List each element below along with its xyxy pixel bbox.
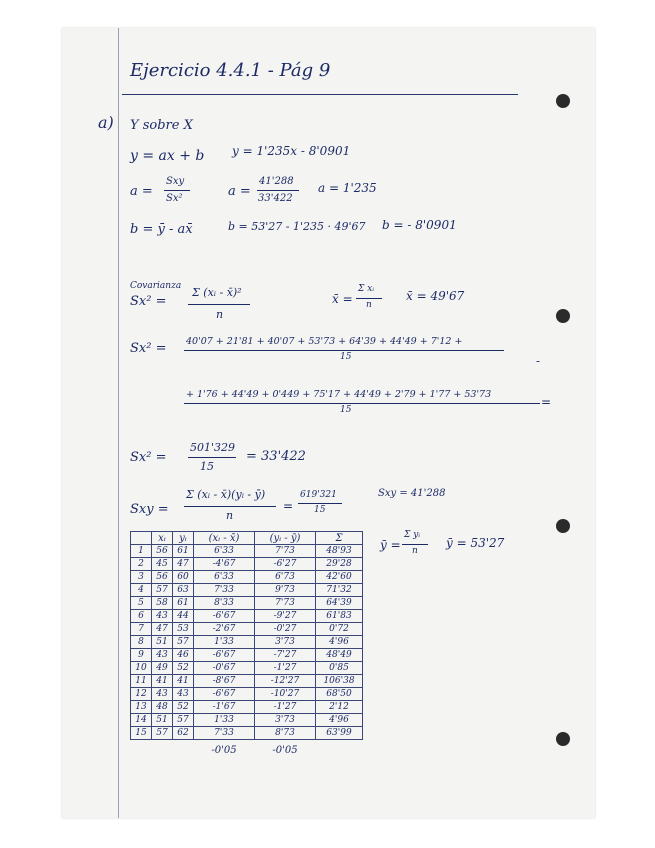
a-calc-lhs: a = — [228, 184, 251, 199]
table-total-cell — [152, 740, 173, 757]
table-cell: 57 — [152, 727, 173, 740]
binder-hole — [556, 309, 570, 323]
sx2-final-lhs: Sx² = — [130, 450, 167, 465]
table-cell: 5 — [131, 597, 152, 610]
table-cell: -0'67 — [194, 662, 255, 675]
table-cell: 15 — [131, 727, 152, 740]
table-row — [131, 727, 363, 740]
table-cell: 7 — [131, 623, 152, 636]
table-row — [131, 545, 363, 558]
sx2-sum-line2-equals: = — [541, 395, 552, 409]
table-cell: 42'60 — [316, 571, 363, 584]
table-cell: 56 — [152, 545, 173, 558]
data-table — [130, 531, 363, 756]
table-cell: 106'38 — [316, 675, 363, 688]
table-cell: 6'33 — [194, 571, 255, 584]
table-total-cell: -0'05 — [272, 744, 298, 756]
table-cell: 61'83 — [316, 610, 363, 623]
continuation-dash: - — [536, 354, 541, 368]
table-cell: -0'27 — [255, 623, 316, 636]
fraction-bar — [257, 190, 299, 191]
table-total-cell — [316, 740, 363, 757]
table-total-cell — [173, 740, 194, 757]
part-label: a) — [98, 113, 114, 132]
table-total-cell — [131, 740, 152, 757]
b-formula: b = ȳ - ax̄ — [130, 222, 193, 237]
table-cell: 12 — [131, 688, 152, 701]
table-cell: -6'27 — [255, 558, 316, 571]
ybar-result: ȳ = 53'27 — [446, 536, 505, 550]
table-cell: 1'33 — [194, 636, 255, 649]
table-cell: 1 — [131, 545, 152, 558]
table-row — [131, 714, 363, 727]
table-cell: 51 — [152, 714, 173, 727]
table-totals-row — [131, 740, 363, 757]
sx2-sum-line2-denominator: 15 — [340, 405, 352, 415]
sx2-sum-line2: + 1'76 + 44'49 + 0'449 + 75'17 + 44'49 + 2'79 + 1'77 + 53'73 — [186, 389, 492, 400]
table-header-row — [131, 532, 363, 545]
table-cell: 2'12 — [316, 701, 363, 714]
ybar-formula-denominator: n — [412, 546, 418, 556]
table-row — [131, 701, 363, 714]
a-calc-denominator: 33'422 — [258, 193, 293, 204]
table-cell: -12'27 — [255, 675, 316, 688]
table-cell: -8'67 — [194, 675, 255, 688]
binder-hole — [556, 94, 570, 108]
table-cell: 41 — [173, 675, 194, 688]
table-cell: 47 — [152, 623, 173, 636]
table-cell: 3'73 — [255, 636, 316, 649]
a-calc-numerator: 41'288 — [259, 176, 294, 187]
table-cell: -1'27 — [255, 662, 316, 675]
table-cell: 57 — [173, 636, 194, 649]
table-cell: 29'28 — [316, 558, 363, 571]
table-cell: 43 — [173, 688, 194, 701]
a-formula-denominator: Sx² — [166, 193, 183, 204]
sxy-result: Sxy = 41'288 — [378, 488, 446, 499]
table-cell: 48 — [152, 701, 173, 714]
ybar-formula-numerator: Σ yᵢ — [404, 530, 421, 540]
table-cell: 57 — [152, 584, 173, 597]
regression-heading: Y sobre X — [130, 118, 193, 133]
sx2-sum-line1-denominator: 15 — [340, 352, 352, 362]
table-cell: 10 — [131, 662, 152, 675]
covariance-label: Covarianza — [130, 281, 182, 291]
table-cell: -10'27 — [255, 688, 316, 701]
table-cell: 41 — [152, 675, 173, 688]
table-cell: -4'67 — [194, 558, 255, 571]
table-row — [131, 623, 363, 636]
table-cell: 51 — [152, 636, 173, 649]
table-header-cell: yᵢ — [173, 532, 194, 545]
a-formula-numerator: Sxy — [166, 176, 185, 187]
a-result: a = 1'235 — [318, 181, 377, 195]
sx2-formula-numerator: Σ (xᵢ - x̄)² — [192, 286, 242, 299]
table-cell: 7'73 — [255, 545, 316, 558]
table-cell: 9 — [131, 649, 152, 662]
fraction-bar — [184, 506, 276, 507]
binder-hole — [556, 732, 570, 746]
table-cell: -6'67 — [194, 688, 255, 701]
sx2-final-denominator: 15 — [200, 460, 214, 473]
table-cell: 56 — [152, 571, 173, 584]
table-cell: 61 — [173, 597, 194, 610]
sx2-sum-line1: 40'07 + 21'81 + 40'07 + 53'73 + 64'39 + 44'49 + 7'12 + — [186, 336, 463, 347]
table-cell: 3 — [131, 571, 152, 584]
fraction-bar — [188, 457, 236, 458]
sxy-formula-lhs: Sxy = — [130, 502, 169, 517]
sx2-final-result: = 33'422 — [246, 449, 306, 464]
table-header-cell: xᵢ — [152, 532, 173, 545]
fraction-bar — [298, 503, 342, 504]
sx2-final-numerator: 501'329 — [190, 441, 236, 454]
table-cell: 13 — [131, 701, 152, 714]
table-cell: 46 — [173, 649, 194, 662]
table-cell: 9'73 — [255, 584, 316, 597]
table-cell: 4'96 — [316, 714, 363, 727]
table-cell: 63'99 — [316, 727, 363, 740]
binder-hole — [556, 519, 570, 533]
table-cell: 7'73 — [255, 597, 316, 610]
table-row — [131, 675, 363, 688]
table-row — [131, 610, 363, 623]
table-cell: -7'27 — [255, 649, 316, 662]
table-cell: 6'33 — [194, 545, 255, 558]
table-cell: 3'73 — [255, 714, 316, 727]
xbar-formula-numerator: Σ xᵢ — [358, 284, 375, 294]
table-header-cell: (xᵢ - x̄) — [194, 532, 255, 545]
table-cell: 57 — [173, 714, 194, 727]
table-total-cell: -0'05 — [211, 744, 237, 756]
table-cell: 8'33 — [194, 597, 255, 610]
ybar-formula-lhs: ȳ = — [380, 538, 401, 552]
table-row — [131, 558, 363, 571]
table-cell: 8'73 — [255, 727, 316, 740]
title-underline — [122, 94, 518, 95]
exercise-title: Ejercicio 4.4.1 - Pág 9 — [130, 60, 331, 81]
table-cell: -1'67 — [194, 701, 255, 714]
a-formula-lhs: a = — [130, 184, 153, 199]
table-cell: 4'96 — [316, 636, 363, 649]
table-header-cell: Σ — [316, 532, 363, 545]
fraction-bar — [164, 190, 190, 191]
b-result: b = - 8'0901 — [382, 218, 457, 232]
sx2-formula-denominator: n — [216, 308, 224, 321]
table-cell: -6'67 — [194, 649, 255, 662]
sxy-calc-denominator: 15 — [314, 505, 326, 515]
table-cell: 4 — [131, 584, 152, 597]
fraction-bar — [402, 544, 428, 545]
xbar-result: x̄ = 49'67 — [406, 289, 465, 303]
regression-model: y = ax + b — [130, 148, 205, 164]
table-header-cell: (yᵢ - ȳ) — [255, 532, 316, 545]
table-cell: 58 — [152, 597, 173, 610]
table-header-cell — [131, 532, 152, 545]
table-row — [131, 584, 363, 597]
table-cell: 63 — [173, 584, 194, 597]
table-cell: 0'72 — [316, 623, 363, 636]
table-cell: -9'27 — [255, 610, 316, 623]
table-cell: 43 — [152, 649, 173, 662]
table-cell: 68'50 — [316, 688, 363, 701]
table-row — [131, 571, 363, 584]
table-cell: 0'85 — [316, 662, 363, 675]
table-cell: 48'49 — [316, 649, 363, 662]
table-cell: 62 — [173, 727, 194, 740]
table-cell: 1'33 — [194, 714, 255, 727]
table-cell: 47 — [173, 558, 194, 571]
table-cell: 11 — [131, 675, 152, 688]
table-cell: 60 — [173, 571, 194, 584]
table-cell: 48'93 — [316, 545, 363, 558]
table-cell: 6 — [131, 610, 152, 623]
table-cell: -1'27 — [255, 701, 316, 714]
table-cell: 61 — [173, 545, 194, 558]
table-cell: 53 — [173, 623, 194, 636]
table-cell: 43 — [152, 688, 173, 701]
xbar-formula-denominator: n — [366, 300, 372, 310]
table-cell: 14 — [131, 714, 152, 727]
sxy-calc-numerator: 619'321 — [300, 490, 337, 500]
table-cell: -2'67 — [194, 623, 255, 636]
regression-line-result: y = 1'235x - 8'0901 — [232, 144, 351, 158]
table-row — [131, 662, 363, 675]
table-row — [131, 649, 363, 662]
table-cell: -6'67 — [194, 610, 255, 623]
sx2-formula-lhs: Sx² = — [130, 294, 167, 309]
sx2-sum-lhs: Sx² = — [130, 341, 167, 356]
table-cell: 71'32 — [316, 584, 363, 597]
table-cell: 6'73 — [255, 571, 316, 584]
sxy-equals: = — [283, 499, 294, 513]
table-cell: 49 — [152, 662, 173, 675]
b-calc: b = 53'27 - 1'235 · 49'67 — [228, 220, 366, 233]
table-row — [131, 688, 363, 701]
table-cell: 52 — [173, 662, 194, 675]
table-row — [131, 597, 363, 610]
table-cell: 2 — [131, 558, 152, 571]
fraction-bar — [356, 298, 382, 299]
table-cell: 45 — [152, 558, 173, 571]
table-cell: 7'33 — [194, 727, 255, 740]
sxy-formula-numerator: Σ (xᵢ - x̄)(yᵢ - ȳ) — [186, 488, 266, 501]
table-cell: 52 — [173, 701, 194, 714]
table-row — [131, 636, 363, 649]
table-cell: 64'39 — [316, 597, 363, 610]
fraction-bar — [188, 304, 250, 305]
fraction-bar — [184, 350, 504, 351]
table-cell: 8 — [131, 636, 152, 649]
fraction-bar — [184, 403, 540, 404]
table-cell: 44 — [173, 610, 194, 623]
sxy-formula-denominator: n — [226, 509, 234, 522]
xbar-formula-lhs: x̄ = — [332, 292, 353, 306]
page-margin-line — [118, 28, 119, 818]
table-cell: 7'33 — [194, 584, 255, 597]
table-cell: 43 — [152, 610, 173, 623]
